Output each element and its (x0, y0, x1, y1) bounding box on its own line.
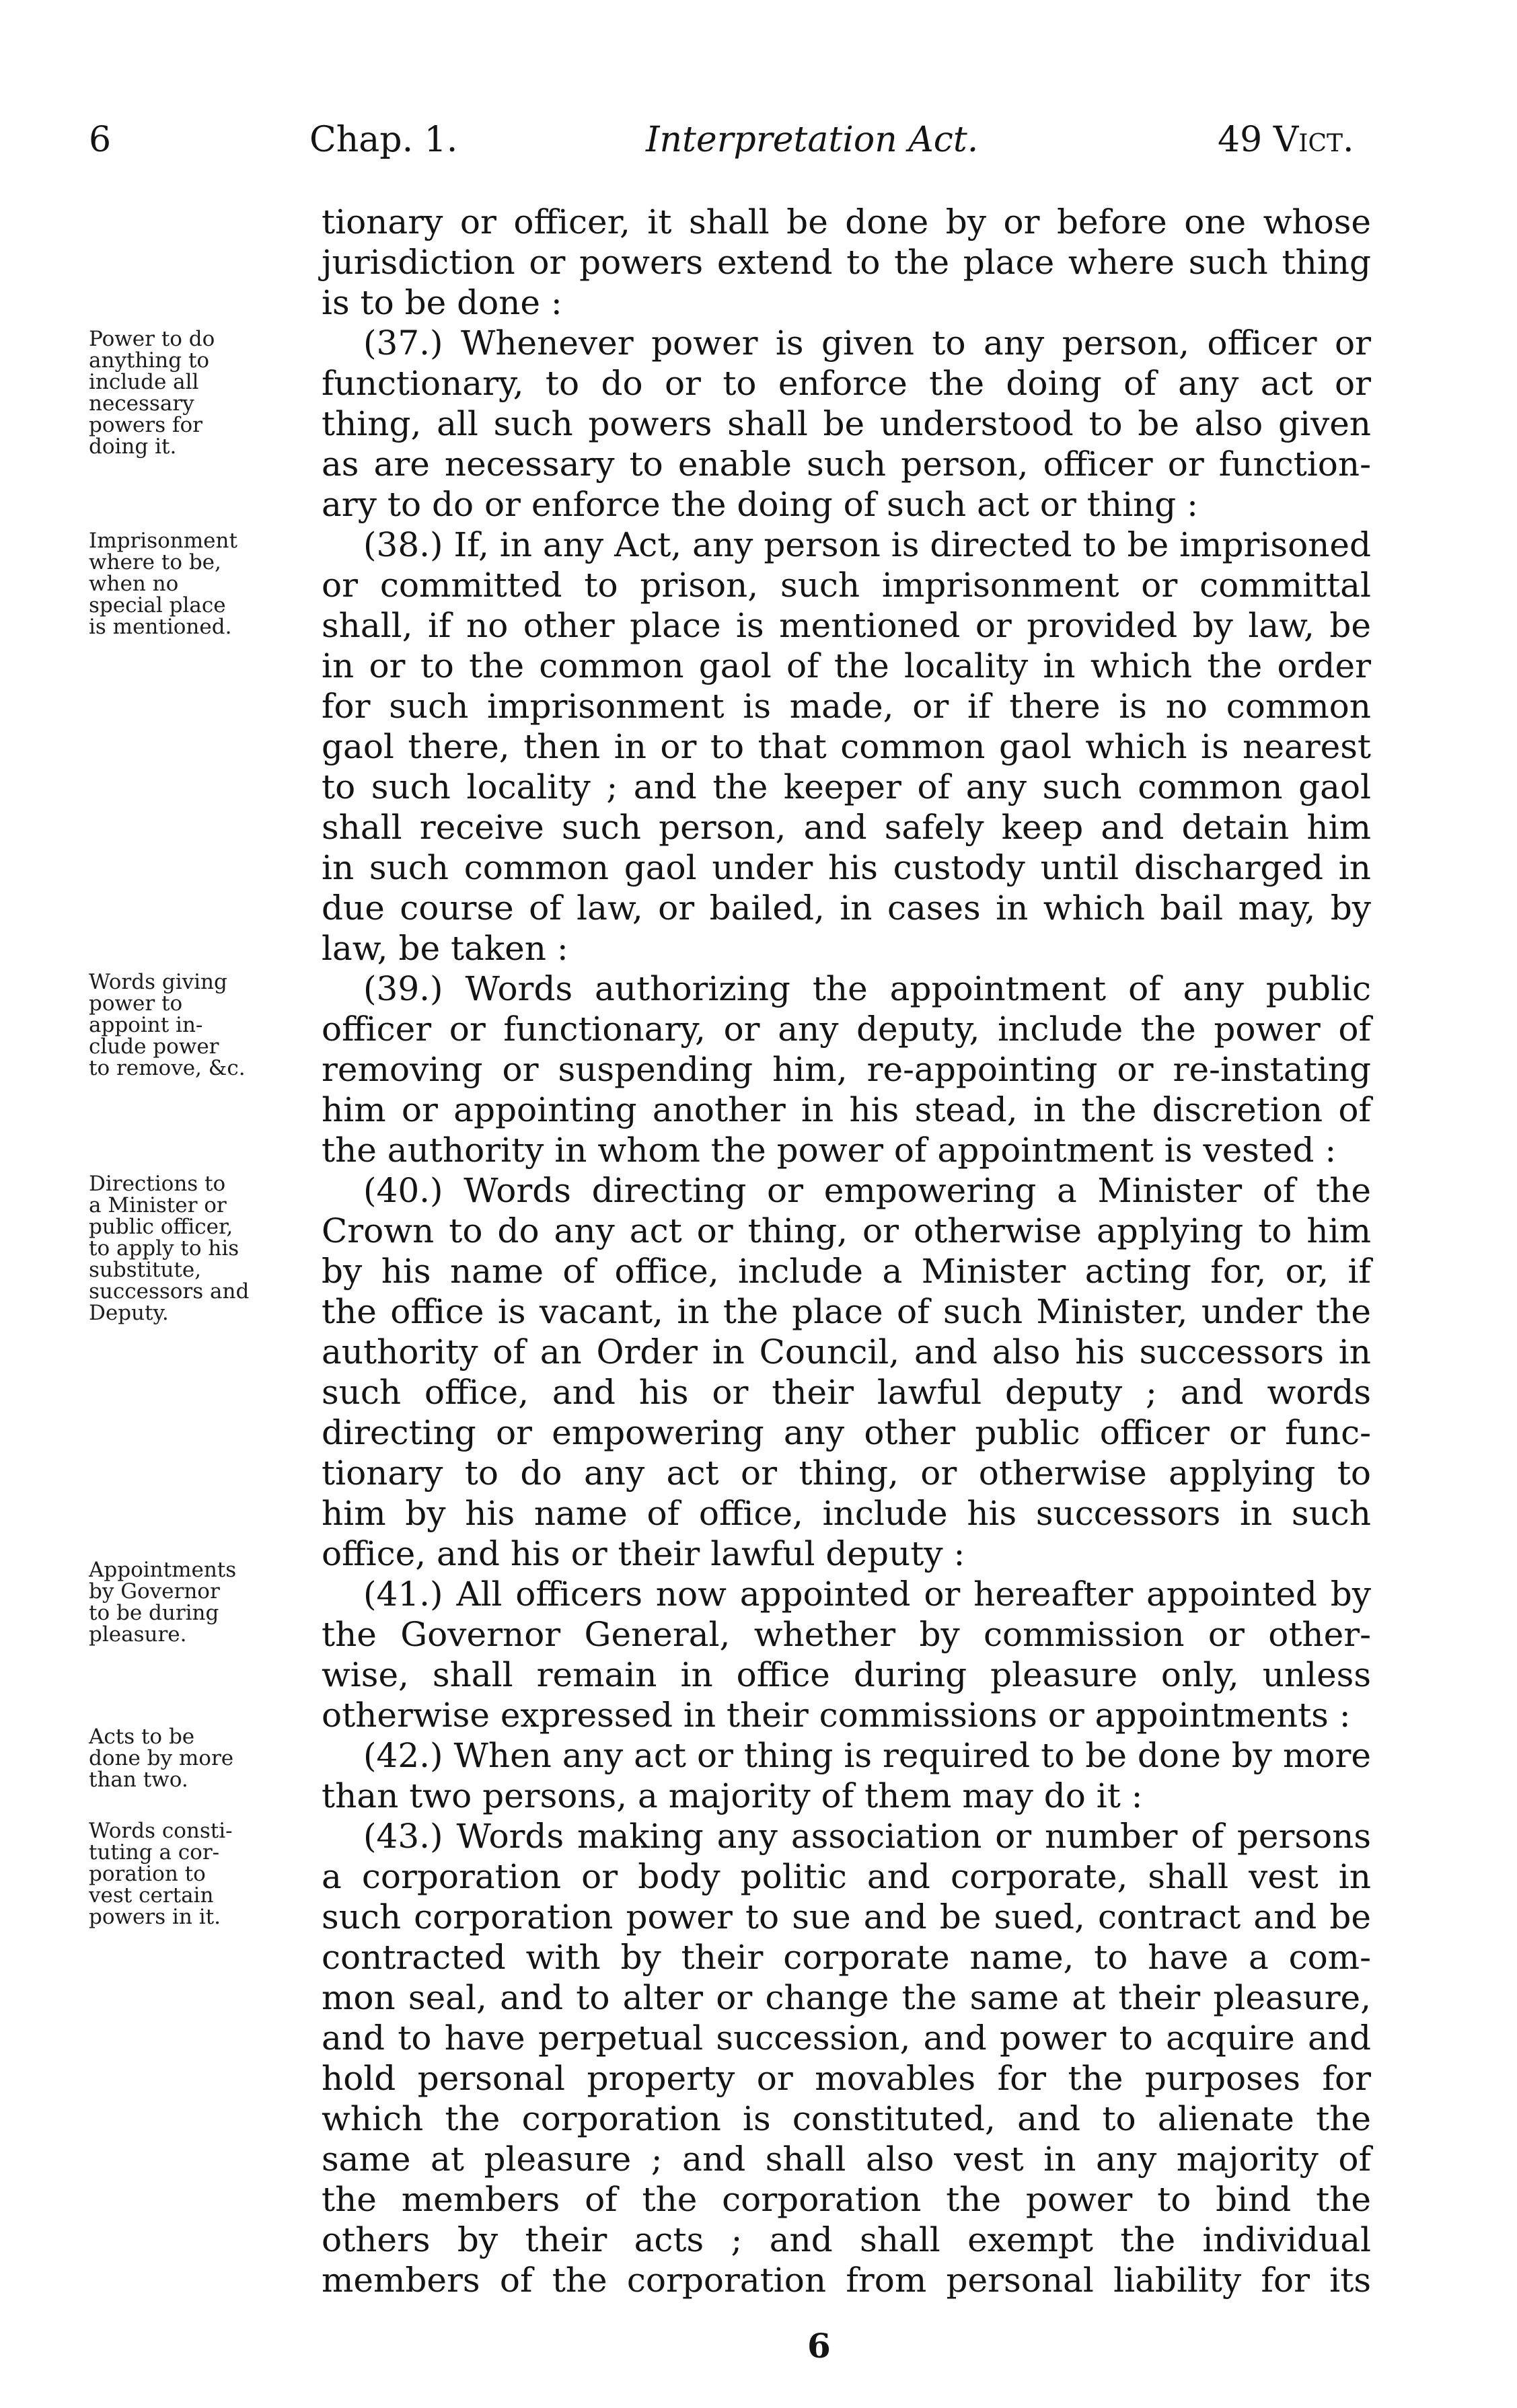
marginal-note-directions-to-minister (89, 1173, 318, 1324)
body-line: hold personal property or movables for the purposes for (322, 2059, 1371, 2098)
section-42-start: (42.) When any act or thing is required to be done by more (363, 1736, 1371, 1775)
note-line: special place (89, 593, 226, 617)
note-line: when no (89, 572, 179, 596)
note-line: tuting a cor- (89, 1840, 220, 1865)
note-line: than two. (89, 1768, 188, 1792)
body-line: or committed to prison, such imprisonment or committal (322, 566, 1371, 605)
note-line: powers for (89, 413, 202, 437)
note-line: anything to (89, 348, 210, 373)
note-line: Deputy. (89, 1301, 169, 1325)
section-41-start: (41.) All officers now appointed or hereafter appointed by (363, 1575, 1371, 1614)
body-line: mon seal, and to alter or change the same at their pleasure, (322, 1978, 1371, 2017)
note-line: Directions to (89, 1172, 226, 1196)
note-line: by Governor (89, 1579, 220, 1604)
body-line: for such imprisonment is made, or if there is no common (322, 687, 1371, 726)
marginal-note-power (89, 328, 318, 457)
body-line: to such locality ; and the keeper of any such common gaol (322, 767, 1371, 806)
header-year: 49 Vict. (1218, 120, 1354, 160)
body-line: as are necessary to enable such person, officer or function- (322, 445, 1371, 484)
body-line: ary to do or enforce the doing of such act or thing : (322, 485, 1199, 524)
note-line: Appointments (89, 1558, 237, 1582)
marginal-note-imprisonment (89, 530, 318, 638)
note-line: vest certain (89, 1883, 214, 1908)
marginal-note-acts-by-more-than-two (89, 1726, 318, 1791)
footer-page-number: 6 (807, 2326, 831, 2366)
marginal-note-words-giving-power (89, 971, 318, 1079)
body-line: is to be done : (322, 283, 562, 322)
body-line: and to have perpetual succession, and power to acquire and (322, 2019, 1371, 2058)
marginal-note-corporation (89, 1820, 318, 1928)
body-line: same at pleasure ; and shall also vest in any majority of (322, 2140, 1371, 2179)
body-line: shall, if no other place is mentioned or provided by law, be (322, 606, 1371, 645)
body-line: removing or suspending him, re-appointing or re-instating (322, 1050, 1371, 1089)
note-line: include all (89, 370, 199, 394)
note-line: successors and (89, 1279, 250, 1304)
marginal-note-appointments (89, 1559, 318, 1645)
note-line: clude power (89, 1034, 219, 1059)
body-line: the office is vacant, in the place of such Minister, under the (322, 1292, 1371, 1331)
body-line: gaol there, then in or to that common gaol which is nearest (322, 727, 1371, 766)
note-line: substitute, (89, 1258, 202, 1282)
body-line: officer or functionary, or any deputy, include the power of (322, 1010, 1371, 1049)
section-40-start: (40.) Words directing or empowering a Minister of the (363, 1171, 1371, 1210)
body-line: tionary to do any act or thing, or otherwise applying to (322, 1454, 1371, 1493)
section-38-start: (38.) If, in any Act, any person is directed to be imprisoned (363, 525, 1371, 564)
section-39-start: (39.) Words authorizing the appointment of any public (363, 969, 1371, 1008)
body-line: Crown to do any act or thing, or otherwise applying to him (322, 1211, 1371, 1250)
body-line: office, and his or their lawful deputy : (322, 1534, 965, 1573)
body-line: jurisdiction or powers extend to the place where such thing (322, 243, 1371, 282)
note-line: poration to (89, 1862, 206, 1886)
note-line: doing it. (89, 435, 177, 459)
body-line: thing, all such powers shall be understood to be also given (322, 404, 1371, 443)
body-line: the members of the corporation the power to bind the (322, 2180, 1371, 2219)
body-line: directing or empowering any other public officer or func- (322, 1413, 1371, 1452)
body-line: members of the corporation from personal liability for its (322, 2261, 1371, 2300)
note-line: power to (89, 991, 183, 1016)
body-line: which the corporation is constituted, and to alienate the (322, 2099, 1371, 2138)
body-line: functionary, to do or to enforce the doing of any act or (322, 364, 1371, 403)
note-line: is mentioned. (89, 615, 232, 639)
body-line: such corporation power to sue and be sued, contract and be (322, 1897, 1371, 1936)
body-line: him or appointing another in his stead, in the discretion of (322, 1090, 1371, 1129)
body-line: others by their acts ; and shall exempt the individual (322, 2220, 1371, 2259)
body-line: tionary or officer, it shall be done by or before one whose (322, 202, 1371, 241)
note-line: necessary (89, 391, 194, 416)
note-line: appoint in- (89, 1013, 203, 1037)
body-line: the Governor General, whether by commission or other- (322, 1615, 1371, 1654)
note-line: to apply to his (89, 1236, 239, 1261)
note-line: done by more (89, 1746, 234, 1770)
body-line: law, be taken : (322, 929, 568, 968)
note-line: Acts to be (89, 1725, 195, 1749)
header-chapter: Chap. 1. (309, 120, 458, 160)
section-43-start: (43.) Words making any association or number of persons (363, 1817, 1371, 1856)
body-line: shall receive such person, and safely keep and detain him (322, 808, 1371, 847)
note-line: powers in it. (89, 1905, 221, 1929)
body-line: the authority in whom the power of appointment is vested : (322, 1131, 1337, 1170)
body-line: authority of an Order in Council, and also his successors in (322, 1332, 1371, 1371)
header-title: Interpretation Act. (646, 120, 979, 160)
note-line: public officer, (89, 1215, 233, 1239)
note-line: Imprisonment (89, 529, 237, 553)
body-line: in or to the common gaol of the locality in which the order (322, 646, 1371, 685)
body-line: than two persons, a majority of them may do it : (322, 1776, 1143, 1815)
note-line: pleasure. (89, 1622, 187, 1647)
note-line: to remove, &c. (89, 1056, 246, 1080)
body-line: in such common gaol under his custody until discharged in (322, 848, 1371, 887)
body-line: a corporation or body politic and corporate, shall vest in (322, 1857, 1371, 1896)
body-line: him by his name of office, include his successors in such (322, 1494, 1371, 1533)
body-line: otherwise expressed in their commissions or appointments : (322, 1696, 1351, 1735)
note-line: to be during (89, 1601, 219, 1625)
note-line: Words giving (89, 970, 227, 994)
section-37-start: (37.) Whenever power is given to any person, officer or (363, 324, 1371, 363)
body-line: wise, shall remain in office during pleasure only, unless (322, 1655, 1371, 1694)
body-line: due course of law, or bailed, in cases in which bail may, by (322, 889, 1371, 928)
note-line: where to be, (89, 550, 221, 574)
note-line: a Minister or (89, 1193, 227, 1217)
body-line: such office, and his or their lawful deputy ; and words (322, 1373, 1371, 1412)
body-line: contracted with by their corporate name, to have a com- (322, 1938, 1371, 1977)
note-line: Words consti- (89, 1819, 233, 1843)
body-line: by his name of office, include a Minister acting for, or, if (322, 1252, 1371, 1291)
header-page-number: 6 (89, 120, 112, 160)
note-line: Power to do (89, 327, 215, 351)
